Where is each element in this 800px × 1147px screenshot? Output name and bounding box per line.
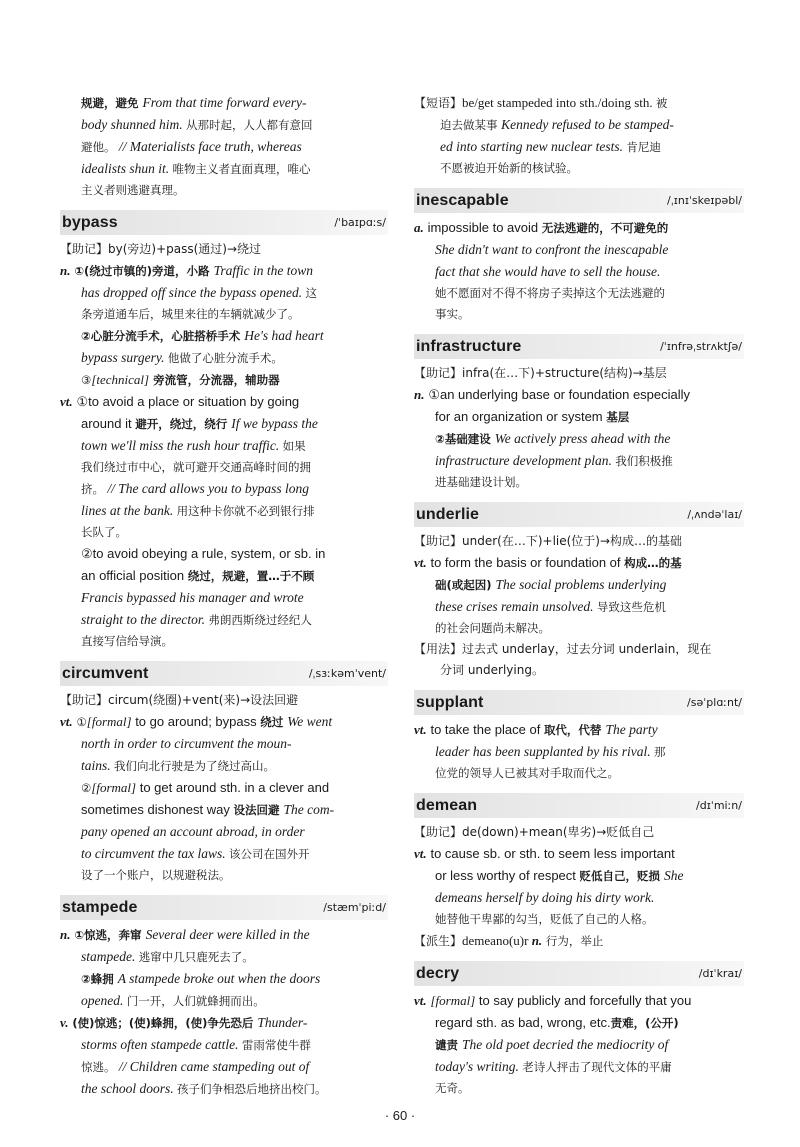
mnemonic: 【助记】under(在…下)+lie(位于)→构成…的基础	[414, 534, 683, 548]
sense-verb	[414, 719, 744, 741]
chinese-gloss: 旁流管，分流器，辅助器	[149, 373, 280, 387]
mnemonic: 【助记】de(down)+mean(卑劣)→贬低自己	[414, 825, 655, 839]
example-text: Traffic in the town	[213, 263, 313, 278]
pos-label: vt.	[414, 555, 427, 570]
text-line	[60, 180, 388, 201]
definition-text: ①an underlying base or foundation especially	[428, 387, 691, 402]
entry-demean	[414, 793, 744, 952]
chinese-text: 事实。	[435, 307, 470, 321]
pronunciation: /ˌsɜːkəmˈvent/	[308, 667, 386, 680]
sense-noun-1	[414, 384, 744, 406]
example-text: ed into starting new nuclear tests.	[440, 139, 627, 154]
left-column	[60, 92, 388, 1109]
text-line	[60, 733, 388, 755]
sense-verb	[414, 990, 744, 1012]
chinese-gloss: ①(绕过市镇的)旁道，小路	[74, 264, 214, 278]
chinese-gloss: ①惊逃，奔窜	[74, 928, 146, 942]
entry-decry	[414, 961, 744, 1099]
chinese-gloss: 绕过	[260, 715, 288, 729]
page-number: · 60 ·	[384, 1108, 416, 1123]
text-line	[414, 304, 744, 325]
chinese-text: 他做了心脏分流手术。	[167, 351, 283, 365]
chinese-gloss: 责难，(公开)	[610, 1016, 679, 1030]
pronunciation: /dɪˈmiːn/	[696, 799, 742, 812]
chinese-text: 的社会问题尚未解决。	[435, 621, 550, 635]
pos-label: vt.	[414, 993, 427, 1008]
chinese-text: 雷雨常使牛群	[241, 1038, 311, 1052]
entry-continuation	[60, 92, 388, 201]
example-text: leader has been supplanted by his rival.	[435, 744, 654, 759]
pos-label: n.	[60, 263, 71, 278]
register-label: [formal]	[430, 993, 476, 1008]
pos-label: a.	[414, 220, 424, 235]
mnemonic: 【助记】circum(绕圈)+vent(来)→设法回避	[60, 693, 299, 707]
chinese-text: 规避，避免	[81, 96, 143, 110]
text-line	[60, 565, 388, 587]
entry-bypass	[60, 210, 388, 652]
pronunciation: /səˈplɑːnt/	[687, 696, 742, 709]
example-text: lines at the bank.	[81, 503, 177, 518]
example-text: From that time forward every-	[142, 95, 307, 110]
definition-text: to say publicly and forcefully that you	[475, 993, 692, 1008]
headword: infrastructure	[416, 337, 522, 355]
derived-form	[414, 930, 744, 952]
phrase-line	[414, 92, 744, 114]
text-line	[60, 799, 388, 821]
text-line	[60, 843, 388, 865]
chinese-text: 该公司在国外开	[228, 847, 310, 861]
definition-text: ②to avoid obeying a rule, system, or sb. in	[81, 546, 326, 561]
definition-text: to get around sth. in a clever and	[136, 780, 330, 795]
sense-noun-1	[60, 924, 388, 946]
definition-text: regard sth. as bad, wrong, etc.	[435, 1015, 611, 1030]
sense-noun-2	[60, 325, 388, 347]
chinese-gloss: 无法逃避的，不可避免的	[541, 221, 669, 235]
text-line	[60, 1056, 388, 1078]
register-label: [formal]	[91, 780, 137, 795]
definition-text: ①to avoid a place or situation by going	[76, 394, 300, 409]
headword: demean	[416, 796, 478, 814]
phrase-text: be/get stampeded into sth./doing sth.	[462, 95, 656, 110]
sense-noun-3	[60, 369, 388, 391]
chinese-text: 逃窜中几只鹿死去了。	[138, 950, 254, 964]
example-text: today's writing.	[435, 1059, 523, 1074]
pronunciation: /ˌɪnɪˈskeɪpəbl/	[667, 194, 742, 207]
example-text: Francis bypassed his manager and wrote	[81, 590, 304, 605]
chinese-text: 行为，举止	[542, 934, 604, 948]
chinese-text: 主义者则逃避真理。	[81, 183, 185, 197]
chinese-gloss: (使)惊逃；(使)蜂拥，(使)争先恐后	[72, 1016, 258, 1030]
definition-text: sometimes dishonest way	[81, 802, 234, 817]
text-line	[60, 457, 388, 478]
text-line	[414, 1012, 744, 1034]
entry-header	[414, 188, 744, 213]
entry-supplant	[414, 690, 744, 784]
sense-verb-1	[60, 711, 388, 733]
chinese-text: 进基础建设计划。	[435, 475, 527, 489]
text-line	[60, 609, 388, 631]
example-text: stampede.	[81, 949, 139, 964]
text-line	[414, 909, 744, 930]
example-text: The party	[605, 722, 658, 737]
chinese-text: 迫去做某事	[440, 118, 502, 132]
example-text: north in order to circumvent the moun-	[81, 736, 292, 751]
definition-text: to cause sb. or sth. to seem less important	[430, 846, 675, 861]
entry-header	[414, 334, 744, 359]
text-line	[60, 631, 388, 652]
example-text: pany opened an account abroad, in order	[81, 824, 305, 839]
example-text: // Materialists face truth, whereas	[115, 139, 302, 154]
example-text: town we'll miss the rush hour traffic.	[81, 438, 283, 453]
chinese-text: 不愿被迫开始新的核试验。	[440, 161, 578, 175]
sense-verb	[60, 1012, 388, 1034]
sense-noun-2	[414, 428, 744, 450]
definition-text: to form the basis or foundation of	[430, 555, 625, 570]
chinese-gloss: 避开，绕过，绕行	[135, 417, 232, 431]
chinese-text: 我们积极推	[615, 454, 673, 468]
example-text: Thunder-	[257, 1015, 308, 1030]
chinese-gloss: 谴责	[435, 1038, 463, 1052]
chinese-gloss: ②基础建设	[435, 432, 495, 446]
sense-verb-1	[60, 391, 388, 413]
example-text: A stampede broke out when the doors	[117, 971, 321, 986]
example-text: Several deer were killed in the	[145, 927, 310, 942]
text-line	[414, 239, 744, 261]
entry-header	[414, 793, 744, 818]
chinese-text: 导致这些危机	[596, 600, 666, 614]
sense-adjective	[414, 217, 744, 239]
sense-noun-2	[60, 968, 388, 990]
text-line	[60, 114, 388, 136]
chinese-text: 直接写信给导演。	[81, 634, 173, 648]
pos-label: n.	[414, 387, 425, 402]
example-text: bypass surgery.	[81, 350, 168, 365]
text-line	[414, 574, 744, 596]
example-text: straight to the director.	[81, 612, 209, 627]
headword: bypass	[62, 213, 118, 231]
example-text: // Children came stampeding out of	[115, 1059, 310, 1074]
chinese-text: 用这种卡你就不必到银行排	[176, 504, 315, 518]
chinese-text: 我们向北行驶是为了绕过高山。	[114, 759, 276, 773]
entry-header	[414, 961, 744, 986]
pos-label: vt.	[414, 722, 427, 737]
chinese-text: 挤。	[81, 482, 104, 496]
sense-verb	[414, 843, 744, 865]
usage-note-cont: 分词 underlying。	[440, 663, 544, 677]
text-line	[60, 435, 388, 457]
chinese-text: 位党的领导人已被其对手取而代之。	[435, 766, 619, 780]
entry-header	[414, 690, 744, 715]
chinese-text: 无奇。	[435, 1081, 470, 1095]
entry-stampede	[60, 895, 388, 1100]
text-line	[60, 136, 388, 158]
sense-verb-2	[60, 543, 388, 565]
entry-inescapable	[414, 188, 744, 325]
text-line	[414, 763, 744, 784]
definition-text: impossible to avoid	[427, 220, 542, 235]
example-text: opened.	[81, 993, 127, 1008]
example-text: Kennedy refused to be stamped-	[501, 117, 674, 132]
example-text: idealists shun it.	[81, 161, 173, 176]
chinese-text: 老诗人抨击了现代文体的平庸	[522, 1060, 672, 1074]
example-text: If we bypass the	[231, 416, 318, 431]
chinese-gloss: 取代，代替	[543, 723, 606, 737]
chinese-text: 我们绕过市中心，就可避开交通高峰时间的拥	[81, 460, 311, 474]
entry-header	[60, 210, 388, 235]
chinese-text: 唯物主义者直面真理，唯心	[172, 162, 311, 176]
pronunciation: /ˈɪnfrəˌstrʌktʃə/	[660, 340, 742, 353]
entry-infrastructure	[414, 334, 744, 493]
pronunciation: /ˌʌndəˈlaɪ/	[687, 508, 742, 521]
example-text: storms often stampede cattle.	[81, 1037, 242, 1052]
mnemonic: 【助记】infra(在…下)+structure(结构)→基层	[414, 366, 667, 380]
headword: circumvent	[62, 664, 149, 682]
chinese-text: 这	[305, 286, 317, 300]
text-line	[414, 741, 744, 763]
entry-header	[60, 895, 388, 920]
example-text: these crises remain unsolved.	[435, 599, 597, 614]
pos-label: n.	[531, 933, 543, 948]
chinese-text: 设了一个账户，以规避税法。	[81, 868, 231, 882]
pos-label: v.	[60, 1015, 69, 1030]
text-line	[60, 990, 388, 1012]
definition-text: around it	[81, 416, 136, 431]
right-column	[414, 92, 744, 1108]
chinese-gloss: 设法回避	[233, 803, 284, 817]
text-line	[414, 261, 744, 283]
sense-verb	[414, 552, 744, 574]
text-line	[414, 472, 744, 493]
pos-label: vt.	[60, 714, 73, 729]
chinese-text: 长队了。	[81, 525, 127, 539]
sense-number: ②	[81, 781, 92, 795]
example-text: the school doors.	[81, 1081, 177, 1096]
text-line	[414, 136, 744, 158]
register-label: [formal]	[86, 714, 132, 729]
text-line	[414, 158, 744, 179]
chinese-text: 惊逃。	[81, 1060, 116, 1074]
example-text: body shunned him.	[81, 117, 186, 132]
pos-label: vt.	[414, 846, 427, 861]
chinese-gloss: 贬低自己，贬损	[579, 869, 665, 883]
chinese-text: 条旁道通车后，城里来往的车辆就减少了。	[81, 307, 300, 321]
entry-circumvent	[60, 661, 388, 886]
chinese-text: 如果	[282, 439, 306, 453]
chinese-gloss: 基层	[606, 410, 630, 424]
sense-noun-1	[60, 260, 388, 282]
pronunciation: /stæmˈpiːd/	[323, 901, 386, 914]
text-line	[414, 1078, 744, 1099]
text-line	[414, 283, 744, 304]
text-line	[414, 887, 744, 909]
headword: decry	[416, 964, 460, 982]
text-line	[414, 618, 744, 639]
mnemonic: 【助记】by(旁边)+pass(通过)→绕过	[60, 242, 262, 256]
pos-label: n.	[60, 927, 71, 942]
example-text: to circumvent the tax laws.	[81, 846, 229, 861]
pronunciation: /ˈbaɪpɑːs/	[334, 216, 386, 229]
headword: stampede	[62, 898, 138, 916]
text-line	[60, 413, 388, 435]
text-line	[60, 478, 388, 500]
pronunciation: /dɪˈkraɪ/	[698, 967, 742, 980]
text-line	[60, 500, 388, 522]
chinese-text: 弗朗西斯绕过经纪人	[208, 613, 312, 627]
text-line	[60, 92, 388, 114]
example-text: fact that she would have to sell the house.	[435, 264, 661, 279]
text-line	[60, 158, 388, 180]
chinese-gloss: 绕过，规避，置…于不顾	[187, 569, 315, 583]
chinese-text: 从那时起，人人都有意回	[186, 118, 313, 132]
text-line	[414, 596, 744, 618]
text-line	[60, 587, 388, 609]
text-line	[60, 865, 388, 886]
example-text: He's had heart	[244, 328, 324, 343]
example-text: We actively press ahead with the	[494, 431, 671, 446]
text-line	[60, 347, 388, 369]
derived-tag: 【派生】	[414, 934, 463, 948]
text-line	[60, 522, 388, 543]
text-line	[414, 114, 744, 136]
example-text: She	[664, 868, 684, 883]
sense-number: ①	[76, 715, 87, 729]
entry-header	[414, 502, 744, 527]
example-text: The social problems underlying	[495, 577, 667, 592]
text-line	[60, 755, 388, 777]
usage-note: 【用法】过去式 underlay，过去分词 underlain，现在	[414, 642, 712, 656]
register-label: [technical]	[91, 372, 150, 387]
entry-stampede-phrase	[414, 92, 744, 179]
headword: supplant	[416, 693, 484, 711]
text-line	[60, 304, 388, 325]
headword: underlie	[416, 505, 480, 523]
chinese-gloss: 构成…的基	[624, 556, 682, 570]
chinese-text: 她不愿面对不得不将房子卖掉这个无法逃避的	[435, 286, 665, 300]
example-text: has dropped off since the bypass opened.	[81, 285, 306, 300]
chinese-text: 孩子们争相恐后地挤出校门。	[177, 1082, 327, 1096]
example-text: The com-	[283, 802, 335, 817]
example-text: tains.	[81, 758, 115, 773]
definition-text: or less worthy of respect	[435, 868, 580, 883]
text-line	[60, 821, 388, 843]
text-line	[60, 282, 388, 304]
chinese-gloss: ②心脏分流手术，心脏搭桥手术	[81, 329, 245, 343]
example-text: infrastructure development plan.	[435, 453, 616, 468]
example-text: She didn't want to confront the inescapable	[435, 242, 669, 257]
example-text: demeans herself by doing his dirty work.	[435, 890, 655, 905]
chinese-text: 避他。	[81, 140, 116, 154]
chinese-text: 她替他干卑鄙的勾当，贬低了自己的人格。	[435, 912, 654, 926]
sense-number: ③	[81, 373, 92, 387]
text-line	[60, 1034, 388, 1056]
definition-text: for an organization or system	[435, 409, 607, 424]
definition-text: to go around; bypass	[131, 714, 261, 729]
example-text: We went	[287, 714, 333, 729]
entry-underlie	[414, 502, 744, 681]
definition-text: to take the place of	[430, 722, 544, 737]
entry-header	[60, 661, 388, 686]
chinese-text: 门一开，人们就蜂拥而出。	[126, 994, 265, 1008]
chinese-gloss: 础(或起因)	[435, 578, 496, 592]
chinese-gloss: ②蜂拥	[81, 972, 118, 986]
example-text: // The card allows you to bypass long	[104, 481, 309, 496]
derived-word: demeano(u)r	[462, 933, 532, 948]
sense-verb-2	[60, 777, 388, 799]
example-text: The old poet decried the mediocrity of	[462, 1037, 669, 1052]
text-line	[414, 1056, 744, 1078]
text-line	[414, 865, 744, 887]
pos-label: vt.	[60, 394, 73, 409]
text-line	[60, 1078, 388, 1100]
chinese-text: 那	[653, 745, 666, 759]
text-line	[414, 1034, 744, 1056]
text-line	[414, 406, 744, 428]
text-line	[60, 946, 388, 968]
chinese-text: 被	[655, 96, 668, 110]
text-line	[414, 450, 744, 472]
chinese-text: 肯尼迪	[626, 140, 661, 154]
phrase-tag: 【短语】	[414, 96, 463, 110]
headword: inescapable	[416, 191, 509, 209]
definition-text: an official position	[81, 568, 188, 583]
